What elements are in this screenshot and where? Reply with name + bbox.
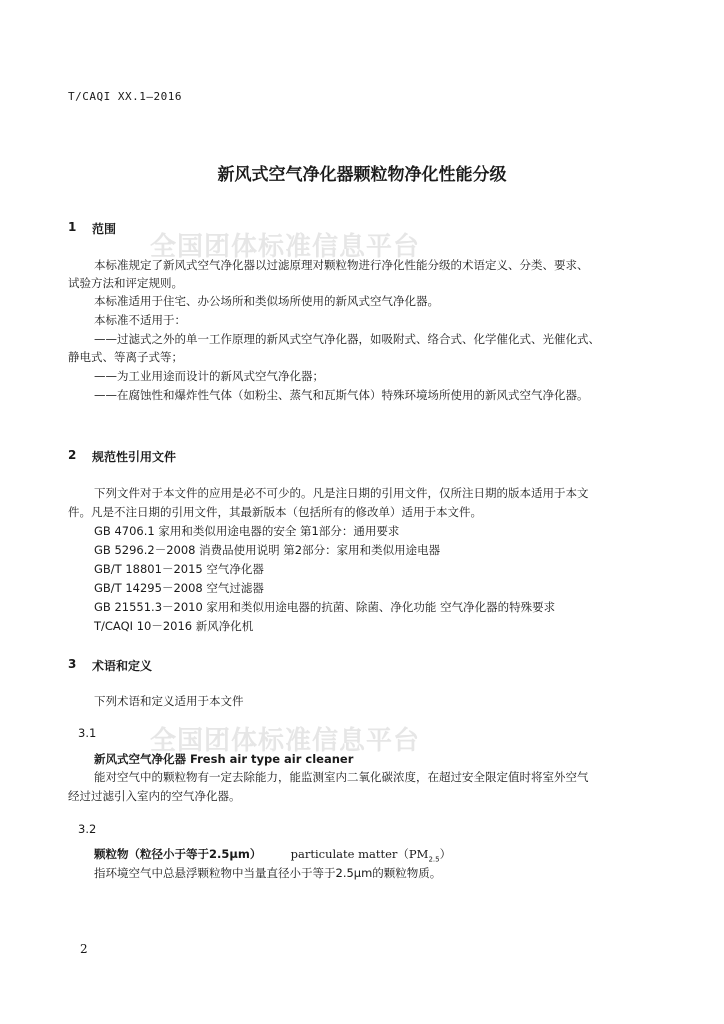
paragraph: 下列术语和定义适用于本文件 [94, 694, 244, 708]
term-title-zh: 颗粒物（粒径小于等于2.5μm） [94, 847, 262, 861]
reference-item: GB 21551.3－2010 家用和类似用途电器的抗菌、除菌、净化功能 空气净化器的特殊要求 [94, 600, 556, 614]
section-number: 3 [68, 657, 77, 671]
watermark: 全国团体标准信息平台 [150, 726, 421, 756]
watermark: 全国团体标准信息平台 [150, 232, 421, 262]
section-number: 1 [68, 220, 77, 234]
list-item: ——在腐蚀性和爆炸性气体（如粉尘、蒸气和瓦斯气体）特殊环境场所使用的新风式空气净化器。 [94, 388, 589, 402]
list-item: 静电式、等离子式等； [68, 350, 183, 364]
reference-item: T/CAQI 10－2016 新风净化机 [94, 619, 254, 633]
term-title-close: ） [439, 847, 452, 861]
reference-item: GB/T 14295－2008 空气过滤器 [94, 581, 264, 595]
term-definition: 经过过滤引入室内的空气净化器。 [68, 789, 241, 803]
term-title: 新风式空气净化器 Fresh air type air cleaner [94, 752, 354, 766]
page-number: 2 [80, 942, 88, 956]
term-definition: 指环境空气中总悬浮颗粒物中当量直径小于等于2.5μm的颗粒物质。 [94, 866, 442, 880]
term-title-en: particulate matter（PM [290, 847, 429, 861]
term-number: 3.2 [78, 822, 97, 836]
section-heading: 术语和定义 [92, 659, 153, 673]
list-item: ——过滤式之外的单一工作原理的新风式空气净化器，如吸附式、络合式、化学催化式、光催化式、 [94, 332, 600, 346]
reference-item: GB/T 18801－2015 空气净化器 [94, 562, 264, 576]
term-subscript: 2.5 [428, 855, 440, 864]
section-number: 2 [68, 448, 77, 462]
document-code: T/CAQI XX.1—2016 [68, 90, 182, 103]
term-definition: 能对空气中的颗粒物有一定去除能力，能监测室内二氧化碳浓度，在超过安全限定值时将室外空气 [94, 770, 589, 784]
term-number: 3.1 [78, 726, 97, 740]
paragraph: 本标准适用于住宅、办公场所和类似场所使用的新风式空气净化器。 [94, 294, 439, 308]
section-heading: 规范性引用文件 [92, 450, 177, 464]
paragraph: 本标准不适用于： [94, 313, 186, 327]
paragraph: 下列文件对于本文件的应用是必不可少的。凡是注日期的引用文件，仅所注日期的版本适用于本文 [94, 486, 589, 500]
list-item: ——为工业用途而设计的新风式空气净化器； [94, 369, 324, 383]
paragraph: 本标准规定了新风式空气净化器以过滤原理对颗粒物进行净化性能分级的术语定义、分类、要求、 [94, 258, 589, 272]
section-heading: 范围 [92, 222, 117, 236]
reference-item: GB 5296.2－2008 消费品使用说明 第2部分：家用和类似用途电器 [94, 543, 441, 557]
paragraph: 件。凡是不注日期的引用文件，其最新版本（包括所有的修改单）适用于本文件。 [68, 505, 482, 519]
paragraph: 试验方法和评定规则。 [68, 276, 183, 290]
page-title: 新风式空气净化器颗粒物净化性能分级 [217, 165, 507, 185]
reference-item: GB 4706.1 家用和类似用途电器的安全 第1部分：通用要求 [94, 524, 400, 538]
